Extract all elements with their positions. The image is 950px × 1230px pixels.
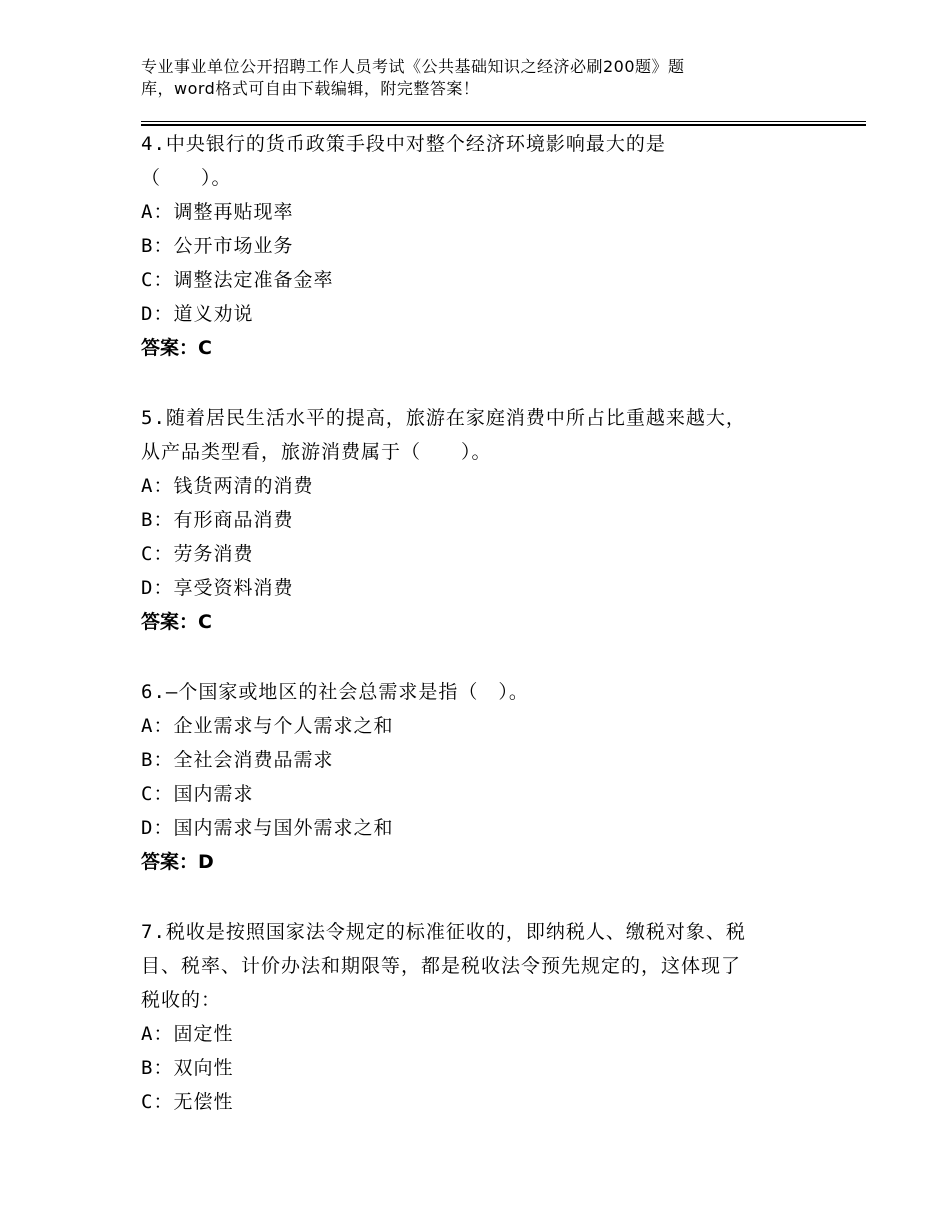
header-rule-thick xyxy=(141,124,866,126)
option-d: D：国内需求与国外需求之和 xyxy=(141,817,394,839)
question-text: （ ）。 xyxy=(141,167,232,189)
question-5 xyxy=(141,401,841,639)
question-6 xyxy=(141,675,841,879)
option-b: B：有形商品消费 xyxy=(141,509,294,531)
question-text: 6.—个国家或地区的社会总需求是指（ ）。 xyxy=(141,681,529,703)
question-4 xyxy=(141,127,841,365)
option-a: A：固定性 xyxy=(141,1023,234,1045)
header-line-2: 库，word格式可自由下载编辑，附完整答案！ xyxy=(141,79,480,98)
question-text: 7.税收是按照国家法令规定的标准征收的，即纳税人、缴税对象、税 xyxy=(141,921,746,943)
option-a: A：企业需求与个人需求之和 xyxy=(141,715,394,737)
option-a: A：钱货两清的消费 xyxy=(141,475,314,497)
option-b: B：双向性 xyxy=(141,1057,234,1079)
option-d: D：享受资料消费 xyxy=(141,577,294,599)
question-text: 目、税率、计价办法和期限等，都是税收法令预先规定的，这体现了 xyxy=(141,955,742,977)
option-a: A：调整再贴现率 xyxy=(141,201,294,223)
option-c: C：无偿性 xyxy=(141,1091,234,1113)
option-d: D：道义劝说 xyxy=(141,303,254,325)
answer-label: 答案：C xyxy=(141,337,212,359)
option-b: B：公开市场业务 xyxy=(141,235,294,257)
option-c: C：劳务消费 xyxy=(141,543,254,565)
answer-label: 答案：D xyxy=(141,851,214,873)
option-c: C：调整法定准备金率 xyxy=(141,269,334,291)
question-text: 4.中央银行的货币政策手段中对整个经济环境影响最大的是 xyxy=(141,133,666,155)
option-b: B：全社会消费品需求 xyxy=(141,749,334,771)
question-text: 5.随着居民生活水平的提高，旅游在家庭消费中所占比重越来越大， xyxy=(141,407,746,429)
question-text: 税收的： xyxy=(141,989,222,1011)
header-line-1: 专业事业单位公开招聘工作人员考试《公共基础知识之经济必刷200题》题 xyxy=(141,57,685,76)
answer-label: 答案：C xyxy=(141,611,212,633)
option-c: C：国内需求 xyxy=(141,783,254,805)
document-header xyxy=(141,56,841,100)
question-7 xyxy=(141,915,841,1119)
header-rule-thin xyxy=(141,121,866,122)
question-list xyxy=(141,127,841,1155)
question-text: 从产品类型看，旅游消费属于（ ）。 xyxy=(141,441,492,463)
